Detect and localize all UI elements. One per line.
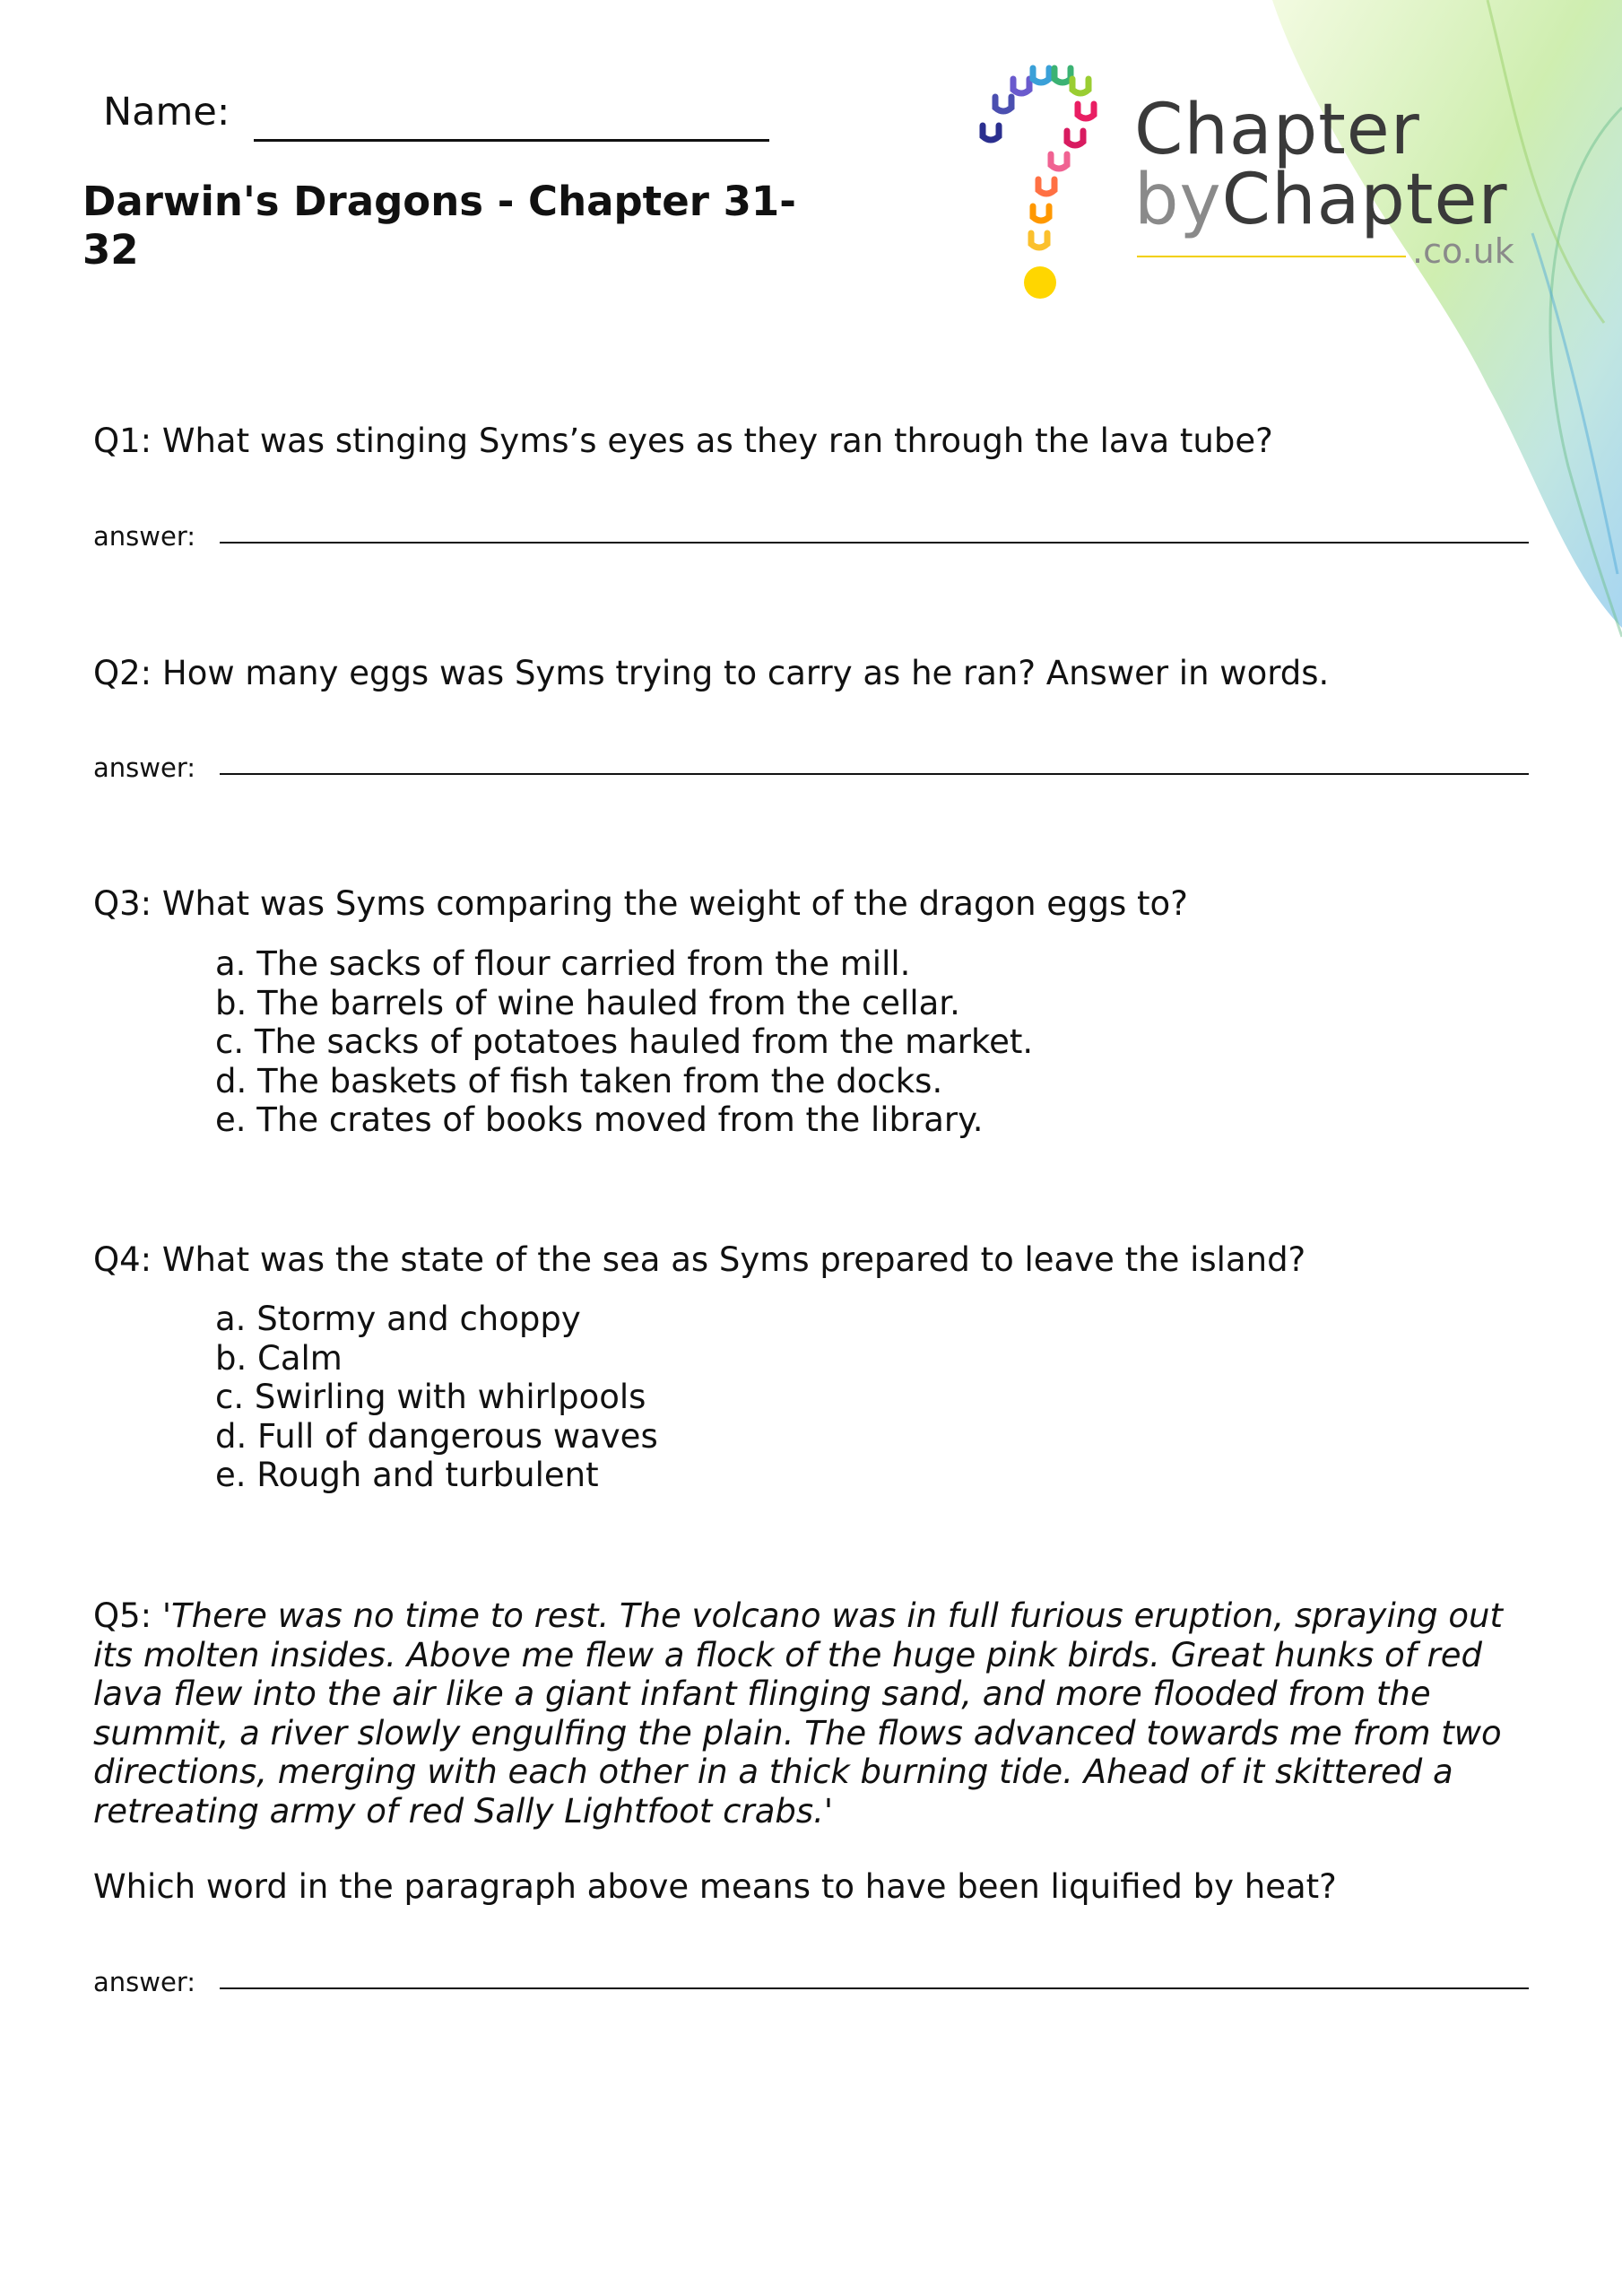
question-5-passage — [93, 1596, 1528, 1831]
answer-line-2[interactable] — [220, 773, 1529, 775]
logo-underline — [1137, 256, 1406, 257]
question-3-options — [215, 944, 1033, 1140]
worksheet-title: Darwin's Dragons - Chapter 31-32 — [82, 178, 796, 274]
question-3: Q3: What was Syms comparing the weight of the dragon eggs to? — [93, 884, 1188, 923]
name-label: Name: — [103, 90, 230, 135]
chapter-by-chapter-logo — [968, 54, 1524, 314]
logo-text-domain: .co.uk — [1412, 231, 1514, 271]
option-4e: e. Rough and turbulent — [215, 1456, 599, 1494]
option-3d: d. The baskets of fish taken from the docks. — [215, 1061, 943, 1100]
logo-text-by-chapter — [1134, 160, 1508, 240]
option-3a: a. The sacks of flour carried from the mill. — [215, 944, 911, 983]
question-5-prefix: Q5: — [93, 1596, 162, 1635]
question-1: Q1: What was stinging Syms’s eyes as they ran through the lava tube? — [93, 422, 1273, 460]
answer-label-5: answer: — [93, 1967, 196, 1997]
logo-text-chapter-2: Chapter — [1221, 160, 1508, 240]
answer-label-2: answer: — [93, 752, 196, 783]
answer-line-5[interactable] — [220, 1987, 1529, 1989]
logo-text-by: by — [1134, 160, 1222, 240]
option-4a: a. Stormy and choppy — [215, 1300, 581, 1338]
logo-text-chapter: Chapter — [1134, 90, 1420, 170]
answer-line-1[interactable] — [220, 542, 1529, 544]
question-4: Q4: What was the state of the sea as Syms prepared to leave the island? — [93, 1240, 1306, 1279]
option-4d: d. Full of dangerous waves — [215, 1416, 658, 1456]
logo-question-mark-icon — [968, 54, 1130, 314]
option-3b: b. The barrels of wine hauled from the cellar. — [215, 983, 960, 1022]
question-5: Which word in the paragraph above means to have been liquified by heat? — [93, 1867, 1337, 1906]
passage-text: 'There was no time to rest. The volcano was in full furious eruption, spraying out its molten insides. Above me flew a flock of the huge pink birds. Great hunks of red lava flew into the air like a giant infant flinging sand, and more flooded from the summit, a river slowly engulfing the plain. The flows advanced towards me from two directions, merging with each other in a thick burning tide. Ahead of it skittered a retreating army of red Sally Lightfoot crabs.' — [93, 1596, 1504, 1831]
option-3c: c. The sacks of potatoes hauled from the market. — [215, 1022, 1034, 1061]
answer-label-1: answer: — [93, 521, 196, 552]
option-4c: c. Swirling with whirlpools — [215, 1378, 646, 1416]
option-3e: e. The crates of books moved from the library. — [215, 1100, 984, 1139]
name-input-line[interactable] — [254, 139, 769, 142]
option-4b: b. Calm — [215, 1338, 343, 1378]
question-4-options — [215, 1300, 658, 1495]
question-2: Q2: How many eggs was Syms trying to carry as he ran? Answer in words. — [93, 654, 1330, 692]
